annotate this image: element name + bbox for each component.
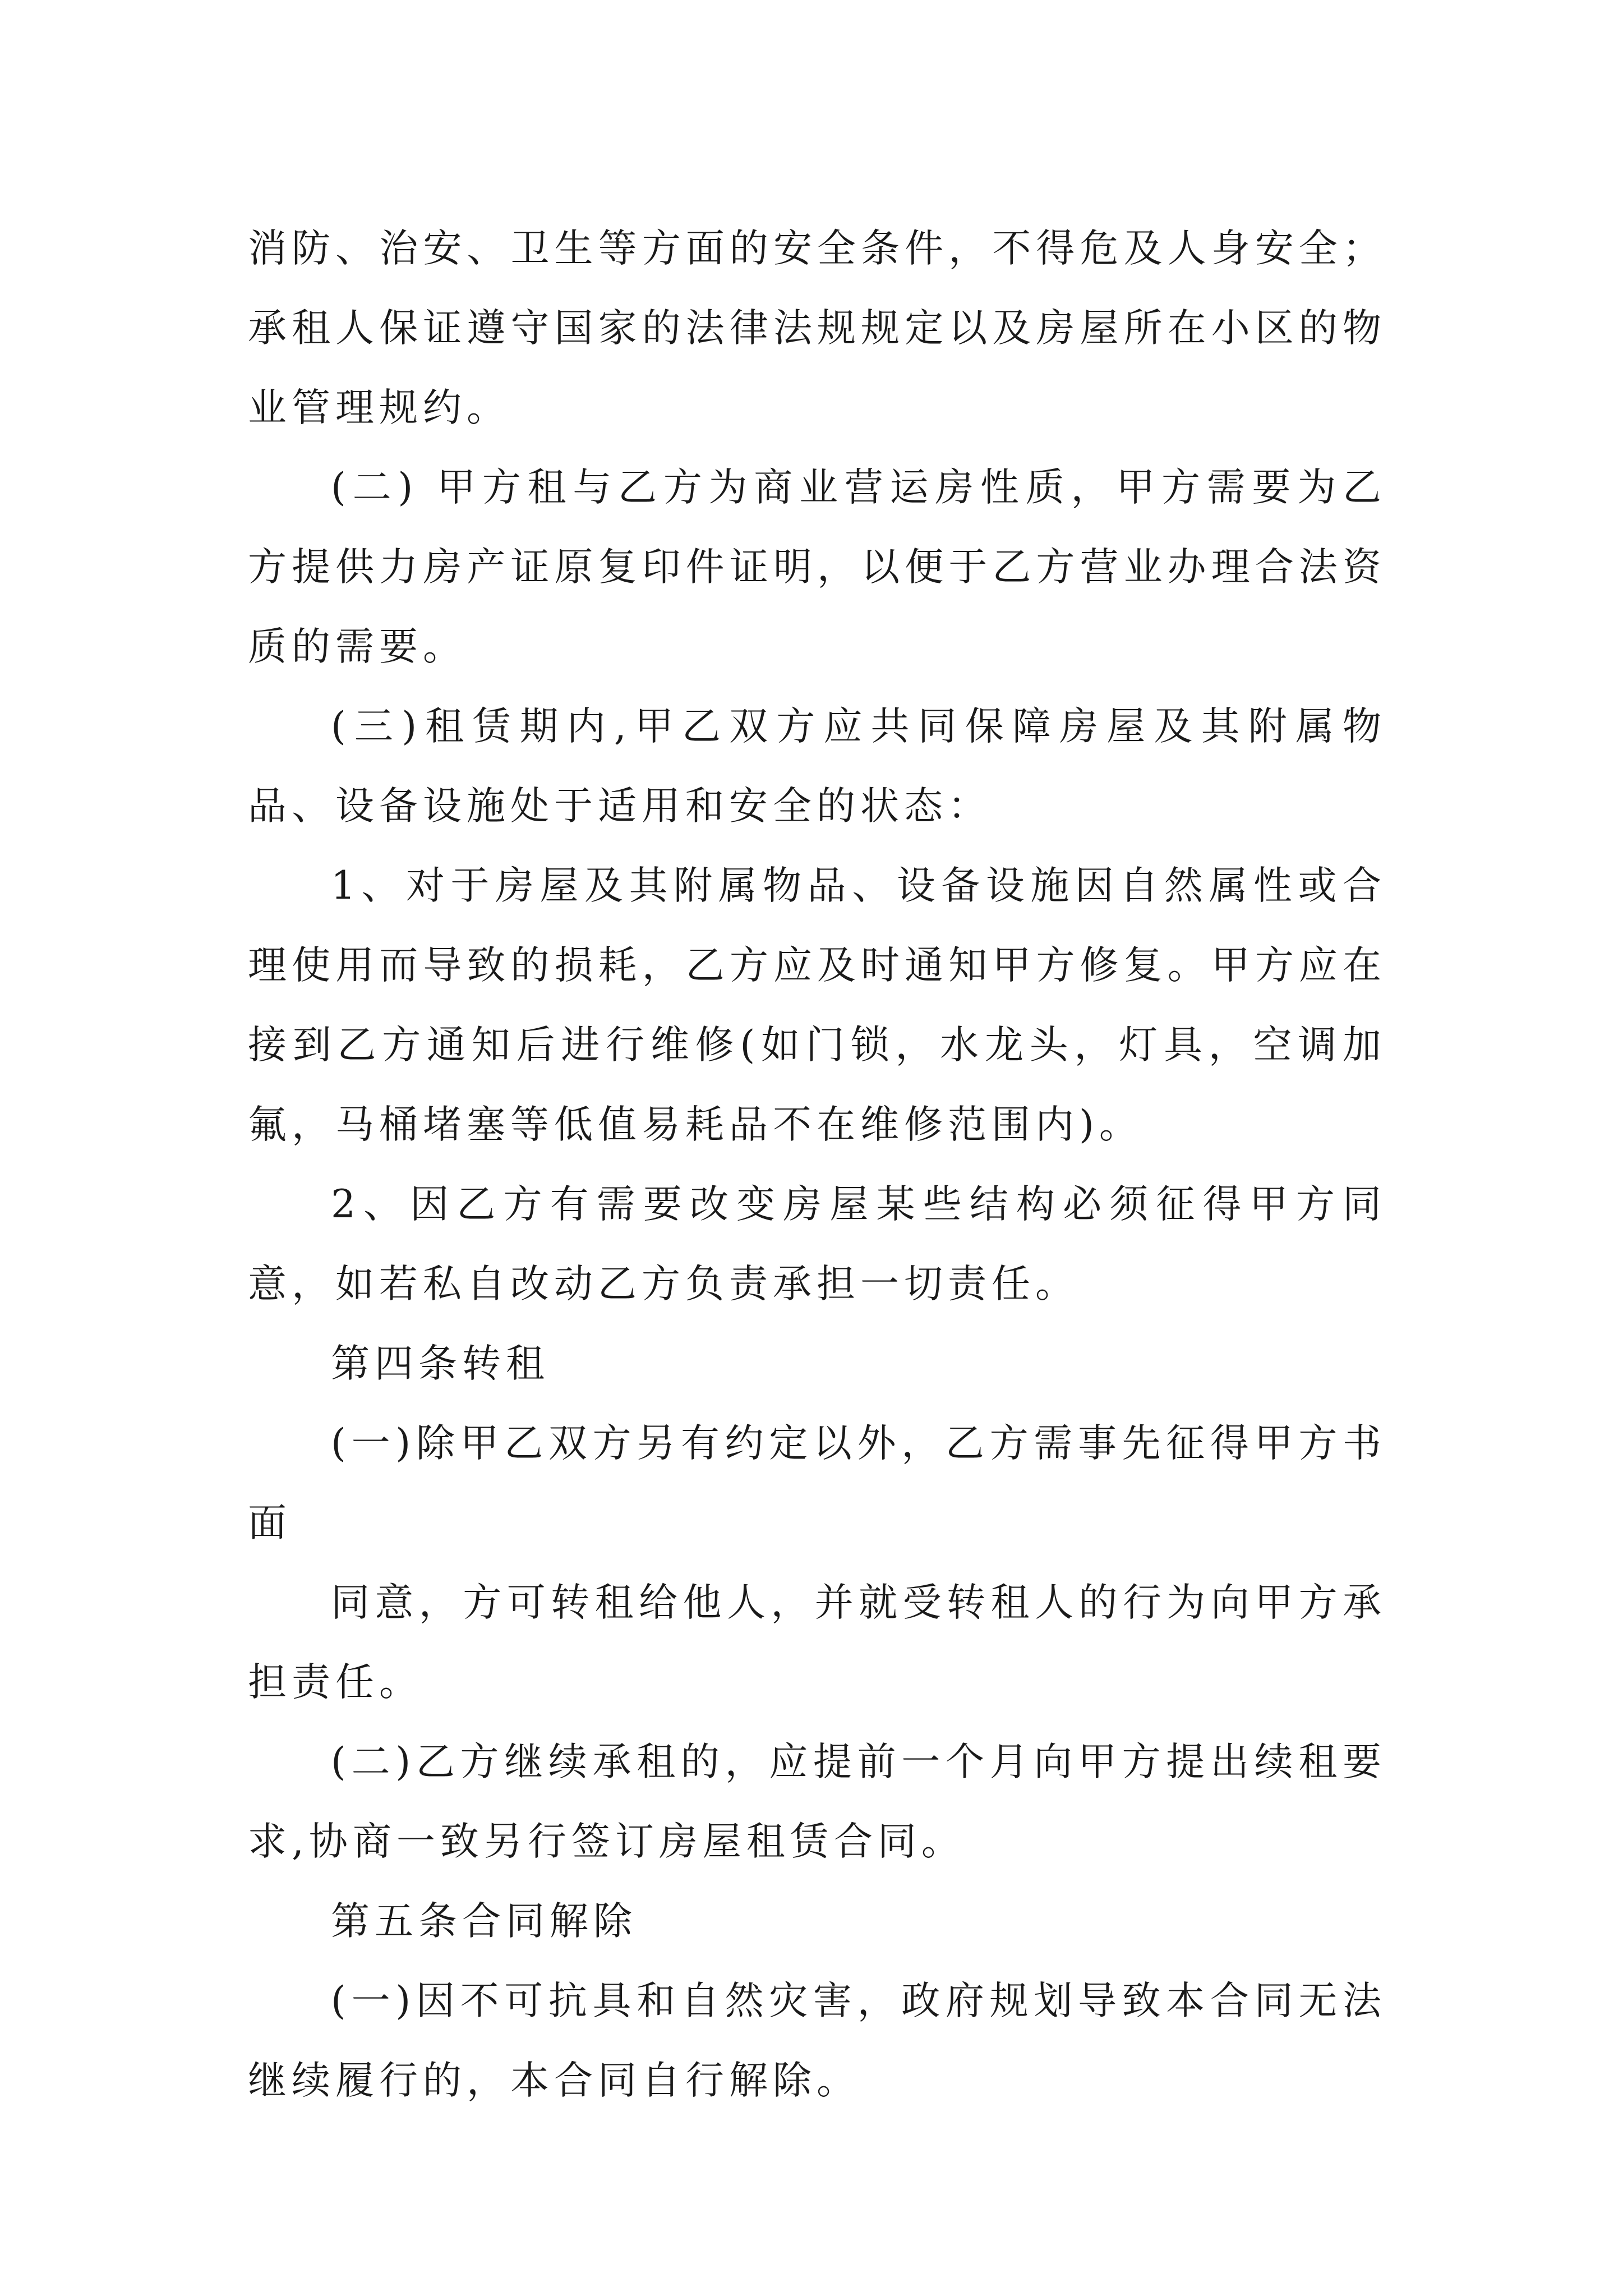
paragraph: 1、对于房屋及其附属物品、设备设施因自然属性或合理使用而导致的损耗，乙方应及时通知甲方修复。甲方应在接到乙方通知后进行维修(如门锁，水龙头，灯具，空调加氟，马桶堵塞等低值易耗品不在维修范围内)。 xyxy=(248,863,1386,1147)
paragraph: (三)租赁期内,甲乙双方应共同保障房屋及其附属物品、设备设施处于适用和安全的状态： xyxy=(248,704,1386,829)
paragraph: (一)因不可抗具和自然灾害，政府规划导致本合同无法继续履行的，本合同自行解除。 xyxy=(248,1978,1386,2103)
paragraph: (二) 甲方租与乙方为商业营运房性质，甲方需要为乙方提供力房产证原复印件证明，以便于乙方营业办理合法资质的需要。 xyxy=(248,465,1386,669)
paragraph: 消防、治安、卫生等方面的安全条件，不得危及人身安全；承租人保证遵守国家的法律法规规定以及房屋所在小区的物业管理规约。 xyxy=(248,226,1386,430)
section-heading: 第五条合同解除 xyxy=(331,1899,637,1944)
paragraph: 同意，方可转租给他人，并就受转租人的行为向甲方承担责任。 xyxy=(248,1580,1386,1705)
paragraph: 2、因乙方有需要改变房屋某些结构必须征得甲方同意，如若私自改动乙方负责承担一切责任。 xyxy=(248,1182,1386,1306)
section-heading: 第四条转租 xyxy=(331,1341,550,1386)
paragraph: (一)除甲乙双方另有约定以外，乙方需事先征得甲方书面 xyxy=(248,1421,1386,1545)
paragraph: (二)乙方继续承租的，应提前一个月向甲方提出续租要求,协商一致另行签订房屋租赁合同。 xyxy=(248,1740,1386,1864)
document-body xyxy=(248,209,1386,2120)
